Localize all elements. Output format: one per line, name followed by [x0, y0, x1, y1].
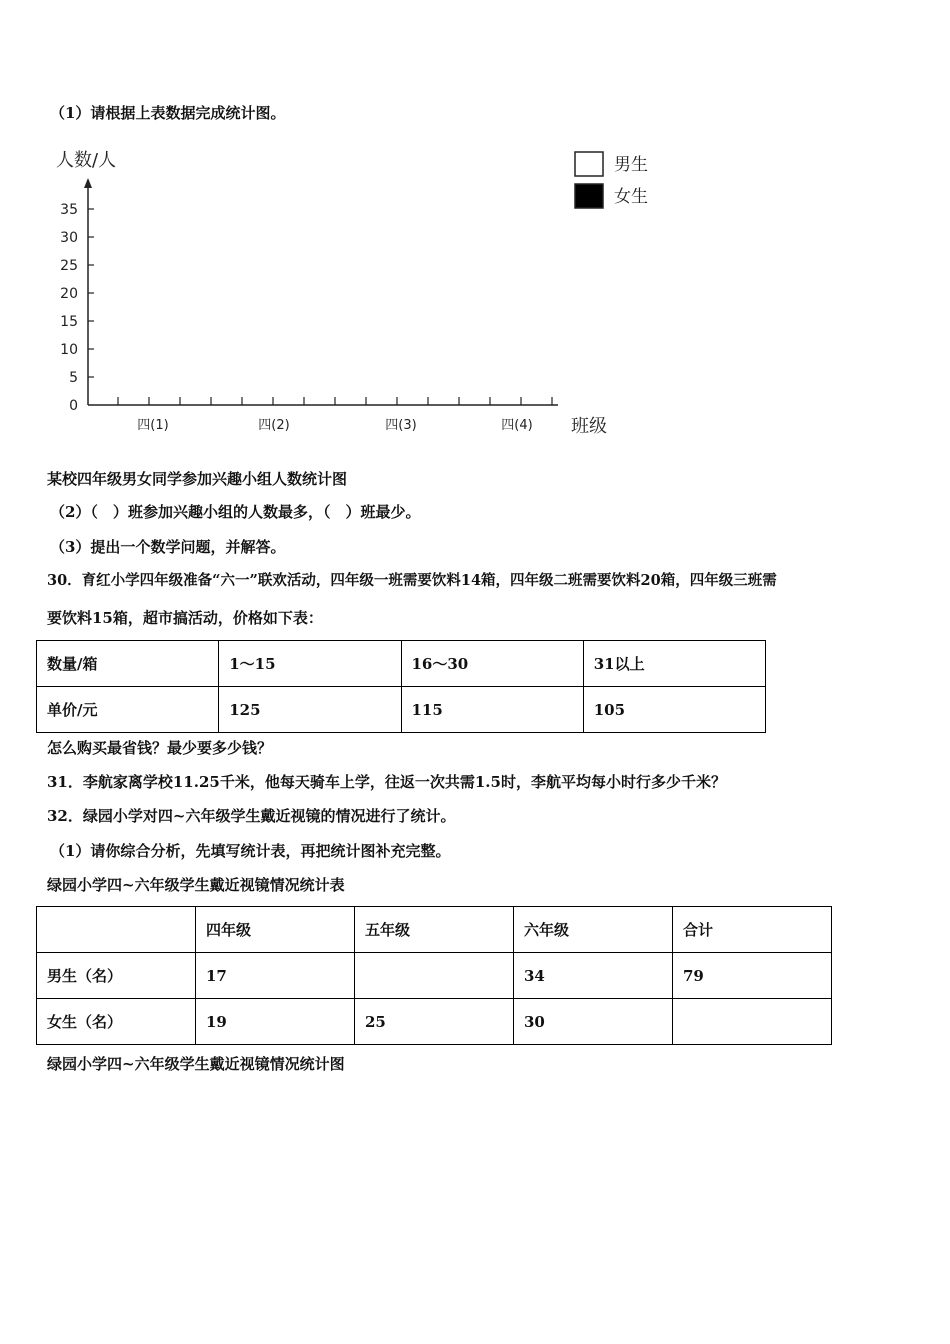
price-table	[36, 640, 766, 733]
problem-30-line-1: 30．育红小学四年级准备“六一”联欢活动，四年级一班需要饮料14箱，四年级二班需要饮料20箱，四年级三班需	[47, 572, 777, 589]
q1-instruction: （1）请根据上表数据完成统计图。	[50, 104, 286, 122]
legend-label: 男生	[614, 155, 648, 175]
table-cell: 25	[355, 999, 514, 1045]
question-2: （2）（ ）班参加兴趣小组的人数最多，（ ）班最少。	[50, 503, 421, 521]
question-3: （3）提出一个数学问题，并解答。	[50, 538, 286, 556]
table-cell[interactable]	[673, 999, 832, 1045]
table-cell: 105	[583, 687, 765, 733]
table-cell: 17	[196, 953, 355, 999]
x-tick-label: 四(3)	[385, 418, 417, 433]
chart-title: 某校四年级男女同学参加兴趣小组人数统计图	[47, 470, 348, 488]
table-cell: 30	[514, 999, 673, 1045]
chart-legend	[575, 152, 648, 208]
table-row	[37, 999, 832, 1045]
y-tick-label: 20	[60, 286, 78, 302]
table-cell: 数量/箱	[37, 641, 219, 687]
problem-31: 31．李航家离学校11.25千米，他每天骑车上学，往返一次共需1.5时，李航平均每小时行多少千米？	[47, 773, 726, 791]
table-cell: 19	[196, 999, 355, 1045]
x-axis-label: 班级	[571, 416, 607, 437]
table-cell: 34	[514, 953, 673, 999]
table-cell: 六年级	[514, 907, 673, 953]
y-tick-label: 15	[60, 314, 78, 330]
table-cell: 1～15	[219, 641, 401, 687]
table-row	[37, 953, 832, 999]
y-tick-label: 0	[69, 398, 78, 414]
problem-30-question: 怎么购买最省钱？最少要多少钱？	[47, 739, 273, 757]
table-cell: 单价/元	[37, 687, 219, 733]
problem-32-question-1: （1）请你综合分析，先填写统计表，再把统计图补充完整。	[50, 842, 451, 860]
problem-30-line-2: 要饮料15箱，超市搞活动，价格如下表：	[47, 609, 323, 627]
table-cell[interactable]	[355, 953, 514, 999]
x-tick-label: 四(1)	[137, 418, 169, 433]
legend-label: 女生	[614, 187, 648, 207]
y-tick-label: 25	[60, 258, 78, 274]
y-tick-label: 30	[60, 230, 78, 246]
table-cell: 男生（名）	[37, 953, 196, 999]
table-cell: 女生（名）	[37, 999, 196, 1045]
table-cell: 79	[673, 953, 832, 999]
y-axis-label: 人数/人	[56, 150, 117, 171]
table-cell: 31以上	[583, 641, 765, 687]
table-row	[37, 907, 832, 953]
table-cell: 四年级	[196, 907, 355, 953]
table-cell: 125	[219, 687, 401, 733]
chart-32-title: 绿园小学四~六年级学生戴近视镜情况统计图	[47, 1055, 345, 1073]
y-tick-label: 5	[69, 370, 78, 386]
chart-axes	[84, 178, 558, 405]
legend-swatch-boys	[575, 152, 603, 176]
legend-swatch-girls	[575, 184, 603, 208]
y-tick-label: 35	[60, 202, 78, 218]
x-categories	[137, 418, 532, 433]
table-cell: 115	[401, 687, 583, 733]
table-32-title: 绿园小学四~六年级学生戴近视镜情况统计表	[47, 876, 345, 894]
table-cell	[37, 907, 196, 953]
table-row	[37, 641, 766, 687]
table-row	[37, 687, 766, 733]
table-cell: 合计	[673, 907, 832, 953]
y-axis-arrow	[84, 178, 92, 188]
table-cell: 16～30	[401, 641, 583, 687]
glasses-table	[36, 906, 832, 1045]
table-cell: 五年级	[355, 907, 514, 953]
y-tick-label: 10	[60, 342, 78, 358]
y-ticks	[60, 202, 94, 414]
x-tick-label: 四(4)	[501, 418, 533, 433]
bar-chart	[48, 140, 648, 440]
problem-32: 32．绿园小学对四~六年级学生戴近视镜的情况进行了统计。	[47, 807, 456, 825]
x-tick-label: 四(2)	[258, 418, 290, 433]
